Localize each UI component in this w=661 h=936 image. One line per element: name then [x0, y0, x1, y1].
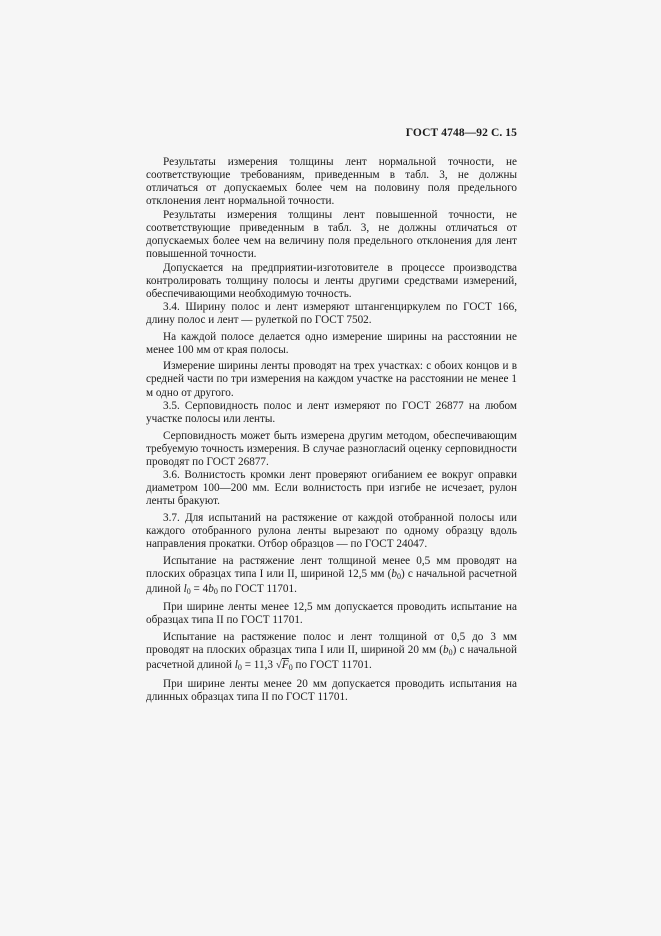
paragraph-3-7-tensile: 3.7. Для испытаний на растяжение от каждой отобранной полосы или каждого отобранного рулона ленты вырезают по одному образцу вдоль направления прокатки. Отбор образцов — по ГОСТ 24047. [146, 511, 517, 551]
paragraph-alternative-measurement: Допускается на предприятии-изготовителе в процессе производства контролировать толщину полосы и ленты другими средствами измерений, обеспечивающими необходимую точность. [146, 261, 517, 300]
paragraph-strip-width: На каждой полосе делается одно измерение ширины на расстоянии не менее 100 мм от края полосы. [146, 330, 517, 356]
running-header: ГОСТ 4748—92 С. 15 [405, 127, 517, 139]
body-text [146, 156, 517, 707]
paragraph-tape-width: Измерение ширины ленты проводят на трех участках: с обоих концов и в средней части по три измерения на каждом участке на расстоянии не менее 1 м одно от другого. [146, 360, 517, 399]
paragraph-3-6-waviness: 3.6. Волнистость кромки лент проверяют огибанием ее вокруг оправки диаметром 100—200 мм. Если волнистость при изгибе не исчезает, рулон ленты бракуют. [146, 469, 517, 508]
paragraph-narrow-tape: При ширине ленты менее 12,5 мм допускается проводить испытание на образцах типа II по ГОСТ 11701. [146, 601, 517, 627]
paragraph-camber-method: Серповидность может быть измерена другим методом, обеспечивающим требуемую точность измерения. В случае разногласий оценку серповидности проводят по ГОСТ 26877. [146, 429, 517, 468]
paragraph-tensile-thick: Испытание на растяжение полос и лент толщиной от 0,5 до 3 мм проводят на плоских образцах типа I или II, шириной 20 мм $(b_0)$ с начальной расчетной длиной $l_0 = 11,3$ $√F_0$ по ГОСТ 11701. [146, 630, 517, 673]
paragraph-long-samples: При ширине ленты менее 20 мм допускается проводить испытания на длинных образцах типа II по ГОСТ 11701. [146, 677, 517, 703]
paragraph-tensile-thin: Испытание на растяжение лент толщиной менее 0,5 мм проводят на плоских образцах типа I или II, шириной 12,5 мм $(b_0)$ с начальной расчетной длиной $l_0 = 4b_0$ по ГОСТ 11701. [146, 554, 517, 596]
paragraph-3-5-camber: 3.5. Серповидность полос и лент измеряют по ГОСТ 26877 на любом участке полосы или ленты. [146, 400, 517, 426]
paragraph-thickness-normal: Результаты измерения толщины лент нормальной точности, не соответствующие требованиям, приведенным в табл. 3, не должны отличаться от допускаемых более чем на половину поля предельного отклонения лент нормальной точности. [146, 156, 517, 208]
paragraph-thickness-increased: Результаты измерения толщины лент повышенной точности, не соответствующие приведенным в табл. 3, не должны отличаться от допускаемых более чем на величину поля предельного отклонения для лент повышенной точности. [146, 208, 517, 261]
paragraph-3-4-width: 3.4. Ширину полос и лент измеряют штангенциркулем по ГОСТ 166, длину полос и лент — рулеткой по ГОСТ 7502. [146, 301, 517, 327]
